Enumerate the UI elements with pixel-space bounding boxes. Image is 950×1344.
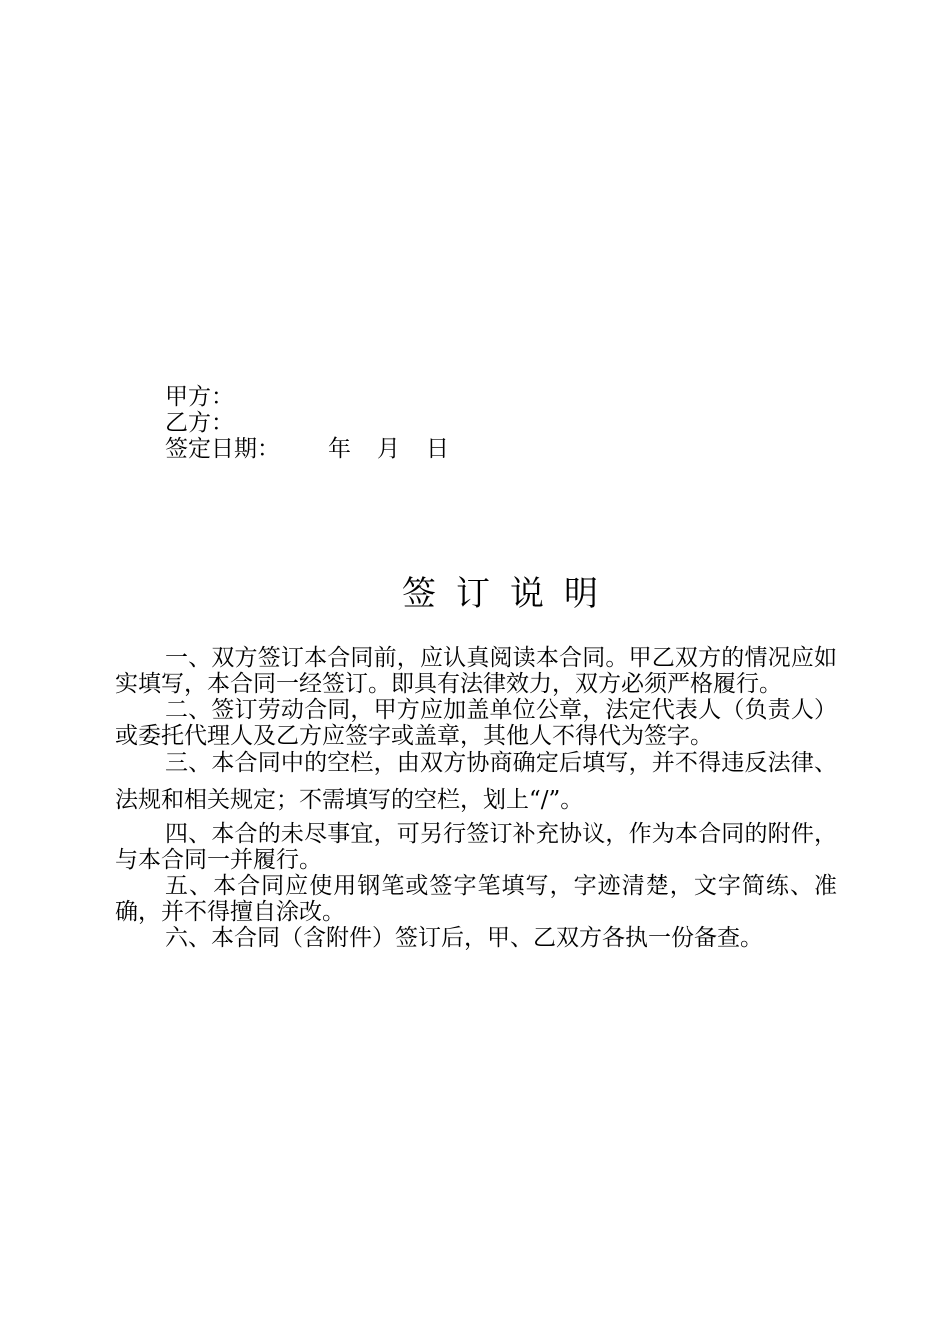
date-day-label: 日 (426, 436, 449, 462)
signing-notes (115, 645, 837, 951)
party-b-label: 乙方： (165, 410, 234, 436)
note-item-2: 二、签订劳动合同，甲方应加盖单位公章，法定代表人（负责人）或委托代理人及乙方应签字或盖章，其他人不得代为签字。 (115, 697, 837, 749)
note-item-1: 一、双方签订本合同前，应认真阅读本合同。甲乙双方的情况应如实填写，本合同一经签订。即具有法律效力，双方必须严格履行。 (115, 645, 837, 697)
section-title: 签订说明 (402, 574, 618, 614)
date-fields (328, 436, 475, 462)
party-a-label: 甲方： (165, 384, 234, 410)
note-item-4: 四、本合的未尽事宜，可另行签订补充协议，作为本合同的附件，与本合同一并履行。 (115, 821, 837, 873)
note-item-5: 五、本合同应使用钢笔或签字笔填写，字迹清楚，文字简练、准确，并不得擅自涂改。 (115, 873, 837, 925)
note-item-6: 六、本合同（含附件）签订后，甲、乙双方各执一份备查。 (165, 925, 763, 951)
signing-date-label: 签定日期： (165, 436, 280, 462)
signature-block (165, 384, 475, 462)
note-item-3: 三、本合同中的空栏，由双方协商确定后填写，并不得违反法律、法规和相关规定；不需填写的空栏，划上“/”。 (115, 750, 837, 813)
signing-date-line (165, 436, 475, 462)
date-year-label: 年 (328, 436, 351, 462)
date-month-label: 月 (377, 436, 400, 462)
